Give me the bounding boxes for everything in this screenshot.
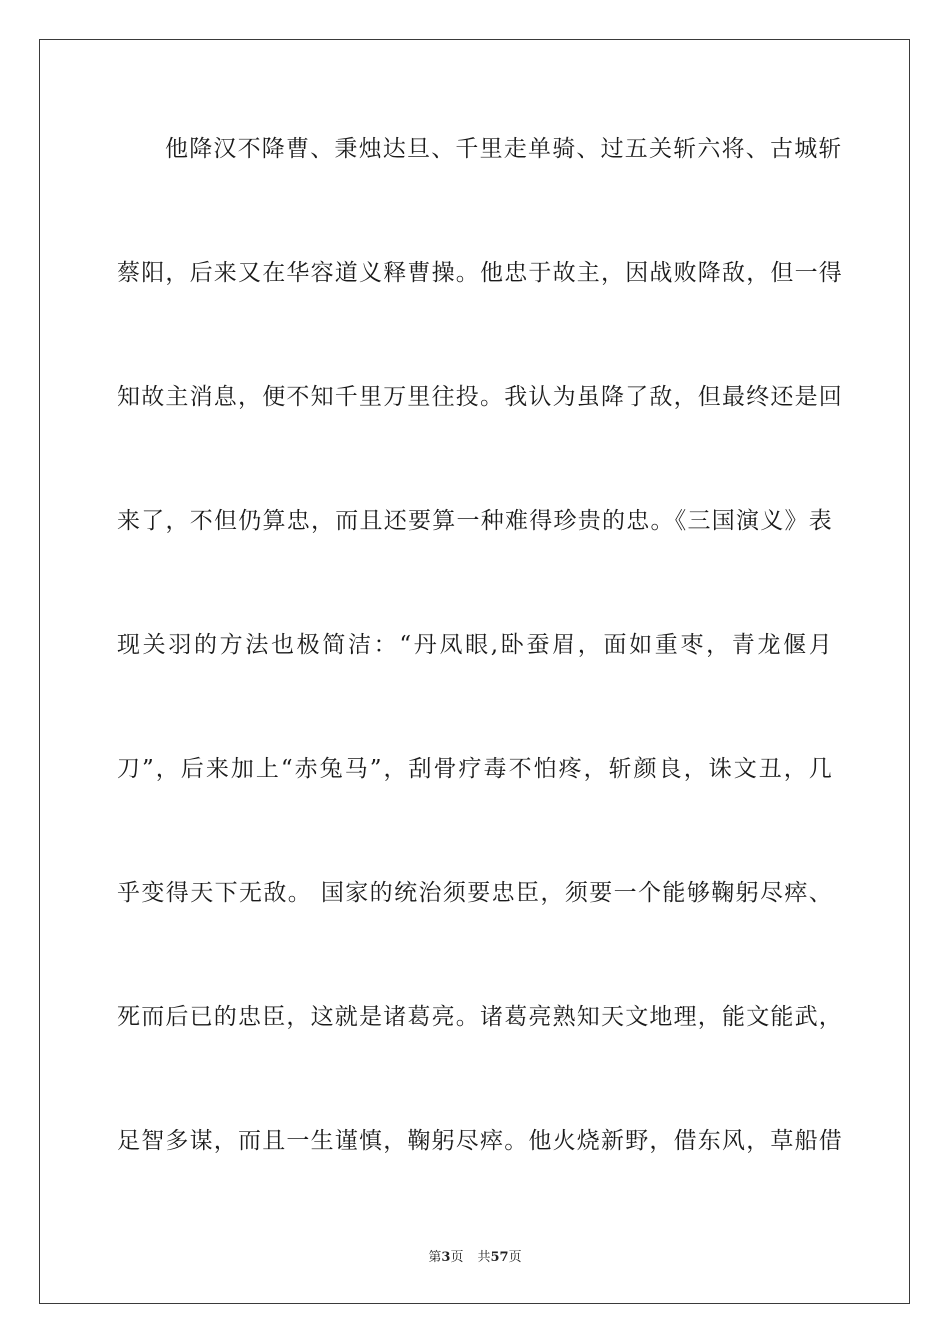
page-footer bbox=[0, 1246, 950, 1265]
paragraph-line: 他降汉不降曹、秉烛达旦、千里走单骑、过五关斩六将、古城斩 bbox=[165, 136, 843, 162]
paragraph-line: 来了，不但仍算忠，而且还要算一种难得珍贵的忠。《三国演义》表 bbox=[117, 508, 833, 534]
paragraph-line: 现关羽的方法也极简洁：“丹凤眼,卧蚕眉，面如重枣，青龙偃月 bbox=[117, 632, 833, 658]
total-label-prefix: 共 bbox=[477, 1250, 491, 1265]
total-pages: 57 bbox=[490, 1250, 509, 1265]
paragraph-line: 蔡阳，后来又在华容道义释曹操。他忠于故主，因战败降敌，但一得 bbox=[117, 260, 843, 286]
total-label-suffix: 页 bbox=[508, 1250, 522, 1265]
paragraph-line: 乎变得天下无敌。 国家的统治须要忠臣，须要一个能够鞠躬尽瘁、 bbox=[117, 880, 833, 906]
paragraph-line: 死而后已的忠臣，这就是诸葛亮。诸葛亮熟知天文地理，能文能武， bbox=[117, 1004, 843, 1030]
paragraph-line: 知故主消息，便不知千里万里往投。我认为虽降了敌，但最终还是回 bbox=[117, 384, 843, 410]
page-number: 3 bbox=[441, 1250, 451, 1265]
page-label-prefix: 第 bbox=[428, 1250, 442, 1265]
document-body bbox=[117, 125, 843, 1241]
paragraph-line: 刀”，后来加上“赤兔马”，刮骨疗毒不怕疼，斩颜良，诛文丑，几 bbox=[117, 756, 833, 782]
paragraph-line: 足智多谋，而且一生谨慎，鞠躬尽瘁。他火烧新野，借东风，草船借 bbox=[117, 1128, 843, 1154]
page-label-suffix: 页 bbox=[450, 1250, 464, 1265]
